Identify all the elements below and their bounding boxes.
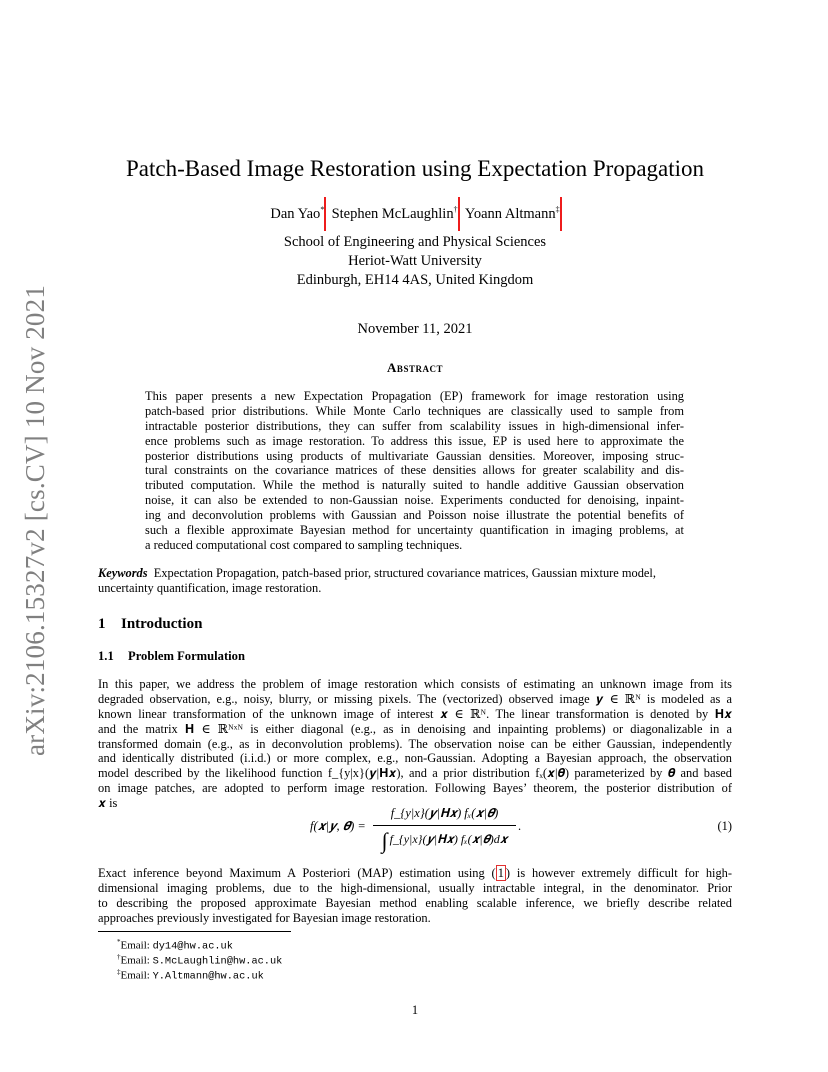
paper-title: Patch-Based Image Restoration using Expectation Propagation xyxy=(125,156,705,181)
abstract-line: This paper presents a new Expectation Propagation (EP) framework for image restoration using xyxy=(145,389,684,403)
equation-denominator-text: f_{y|x}(𝒚|𝐇𝒙) fₓ(𝒙|𝜽)d𝒙 xyxy=(389,832,508,846)
equation-period: . xyxy=(518,819,522,833)
abstract-body xyxy=(145,389,684,553)
section-title: Introduction xyxy=(121,616,203,632)
author-3-name: Yoann Altmann xyxy=(464,205,556,222)
abstract-line: a reduced computational cost compared to sampling techniques. xyxy=(145,537,463,552)
paragraph-line: degraded observation, e.g., noisy, blurry, or missing pixels. The (vectorized) observed image 𝒚 ∈ ℝᴺ is modeled as a xyxy=(98,691,732,706)
equation-denominator xyxy=(373,828,516,854)
paragraph-line: 𝒙 is xyxy=(98,796,118,811)
paragraph-text: ) is however extremely difficult for high- xyxy=(505,866,732,880)
paragraph-line: on image patches, are adopted to perform image restoration. Following Bayes’ theorem, the posterior distribution of xyxy=(98,781,732,796)
abstract-line: tural constraints on the covariance matrices of these densities allows for greater scalability and dis- xyxy=(145,463,684,478)
author-1[interactable] xyxy=(270,200,324,224)
author-2[interactable] xyxy=(332,200,458,224)
fraction-bar xyxy=(373,825,516,826)
abstract-heading: Abstract xyxy=(387,360,443,375)
footnote-label: Email: xyxy=(120,939,153,952)
paragraph-line: and identically distributed (i.i.d.) or more complex, e.g., non-Gaussian. Adopting a Bayesian approach, the observation xyxy=(98,751,732,766)
author-3-link-marker[interactable] xyxy=(560,197,562,231)
keywords-text: Expectation Propagation, patch-based prior, structured covariance matrices, Gaussian mixture model, xyxy=(153,566,656,580)
equation-1 xyxy=(98,806,732,860)
integral-sign-icon: ∫ xyxy=(381,828,388,853)
equation-fraction xyxy=(373,806,516,854)
footnote xyxy=(117,965,282,983)
author-1-link-marker[interactable] xyxy=(324,197,326,231)
abstract-line: such a flexible approximate Bayesian method for uncertainty quantification in imaging problems, at xyxy=(145,523,684,538)
affiliation-line: School of Engineering and Physical Sciences xyxy=(283,234,547,250)
affiliation-line: Edinburgh, EH14 4AS, United Kingdom xyxy=(296,272,534,288)
author-list xyxy=(98,200,732,224)
footnote-mark: * xyxy=(117,938,121,946)
paragraph-map-inference xyxy=(98,866,732,926)
paragraph-line: approaches previously investigated for Bayesian image restoration. xyxy=(98,910,431,925)
paragraph-problem-formulation xyxy=(98,677,732,811)
abstract-line: tributed computation. While the method is naturally suited to handle additive Gaussian observation xyxy=(145,478,684,493)
subsection-title: Problem Formulation xyxy=(128,649,245,663)
arxiv-identifier-stamp xyxy=(14,280,58,760)
paragraph-line: known linear transformation of the unknown image of interest 𝒙 ∈ ℝᴺ. The linear transformation is denoted by 𝐇𝒙 xyxy=(98,706,732,721)
author-1-footnote-mark[interactable]: * xyxy=(320,205,325,214)
affiliation-block xyxy=(98,233,732,290)
paragraph-line: model described by the likelihood function f_{y|x}(𝒚|𝐇𝒙), and a prior distribution fₓ(𝒙|𝜽) parameterized by 𝜽 and based xyxy=(98,766,732,781)
abstract-line: posterior distributions using products of multivariate Gaussian densities. Moreover, imposing struc- xyxy=(145,448,684,463)
abstract-line: noise, it can also be extended to non-Gaussian noise. Experiments conducted for denoising, inpaint- xyxy=(145,493,684,508)
footnote-label: Email: xyxy=(120,969,153,982)
affiliation-line: Heriot-Watt University xyxy=(348,253,482,269)
equation-number: (1) xyxy=(717,819,732,833)
abstract-line: patch-based prior distributions. While Monte Carlo techniques are classically used to sample from xyxy=(145,403,684,418)
footnote-mark: † xyxy=(117,953,121,961)
footnote-divider xyxy=(98,931,291,932)
subsection-heading xyxy=(98,649,245,664)
paragraph-text: Exact inference beyond Maximum A Posteriori (MAP) estimation using ( xyxy=(98,866,496,880)
equation-reference-link[interactable]: 1 xyxy=(497,866,504,880)
email-address[interactable]: Y.Altmann@hw.ac.uk xyxy=(152,970,264,983)
equation-lhs: f(𝒙|𝒚, 𝜽) = xyxy=(310,819,366,833)
footnote xyxy=(117,935,282,953)
paper-date: November 11, 2021 xyxy=(357,321,473,337)
paragraph-line: and the matrix 𝐇 ∈ ℝᴺˣᴺ is either diagonal (e.g., as in denoising and inpainting problems) or diagonalizable in a xyxy=(98,721,732,736)
section-number: 1 xyxy=(98,616,106,632)
page-number: 1 xyxy=(411,1003,419,1017)
arxiv-identifier-text: arXiv:2106.15327v2 [cs.CV] 10 Nov 2021 xyxy=(20,284,51,756)
author-3-footnote-mark[interactable]: ‡ xyxy=(555,205,560,214)
footnote xyxy=(117,950,283,968)
paragraph-line: transformed domain (e.g., as in deconvolution problems). The observation noise can be either Gaussian, independently xyxy=(98,736,732,751)
abstract-line: ence problems such as image restoration. To address this issue, EP is used here to approximate the xyxy=(145,433,684,448)
abstract-line: ing and deconvolution problems with Gaussian and Poisson noise illustrate the potential benefits of xyxy=(145,508,684,523)
author-2-link-marker[interactable] xyxy=(458,197,460,231)
email-address[interactable]: S.McLaughlin@hw.ac.uk xyxy=(152,955,283,968)
equation-numerator: f_{y|x}(𝒚|𝐇𝒙) fₓ(𝒙|𝜽) xyxy=(390,806,499,820)
author-2-name: Stephen McLaughlin xyxy=(331,205,454,222)
email-address[interactable]: dy14@hw.ac.uk xyxy=(152,940,233,953)
abstract-line: intractable posterior distributions, they can suffer from scalability issues in high-dimensional infer- xyxy=(145,418,684,433)
section-heading xyxy=(98,616,202,633)
keywords-block xyxy=(98,566,732,596)
author-1-name: Dan Yao xyxy=(270,205,321,222)
footnote-mark: ‡ xyxy=(117,968,121,976)
keywords-label: Keywords xyxy=(98,566,148,580)
paragraph-line: to describing the proposed approximate Bayesian method enabling scalable inference, we briefly describe related xyxy=(98,895,732,910)
keywords-text: uncertainty quantification, image restoration. xyxy=(98,581,322,595)
footnote-label: Email: xyxy=(120,954,153,967)
author-3[interactable] xyxy=(465,200,560,224)
paragraph-line: dimensional imaging problems, due to the high-dimensional, usually intractable integral, in the denominator. Prior xyxy=(98,880,732,895)
paragraph-line xyxy=(98,866,732,881)
footnotes xyxy=(117,935,283,983)
paragraph-line: In this paper, we address the problem of image restoration which consists of estimating an unknown image from its xyxy=(98,677,732,691)
author-2-footnote-mark[interactable]: † xyxy=(453,205,458,214)
subsection-number: 1.1 xyxy=(98,649,114,663)
